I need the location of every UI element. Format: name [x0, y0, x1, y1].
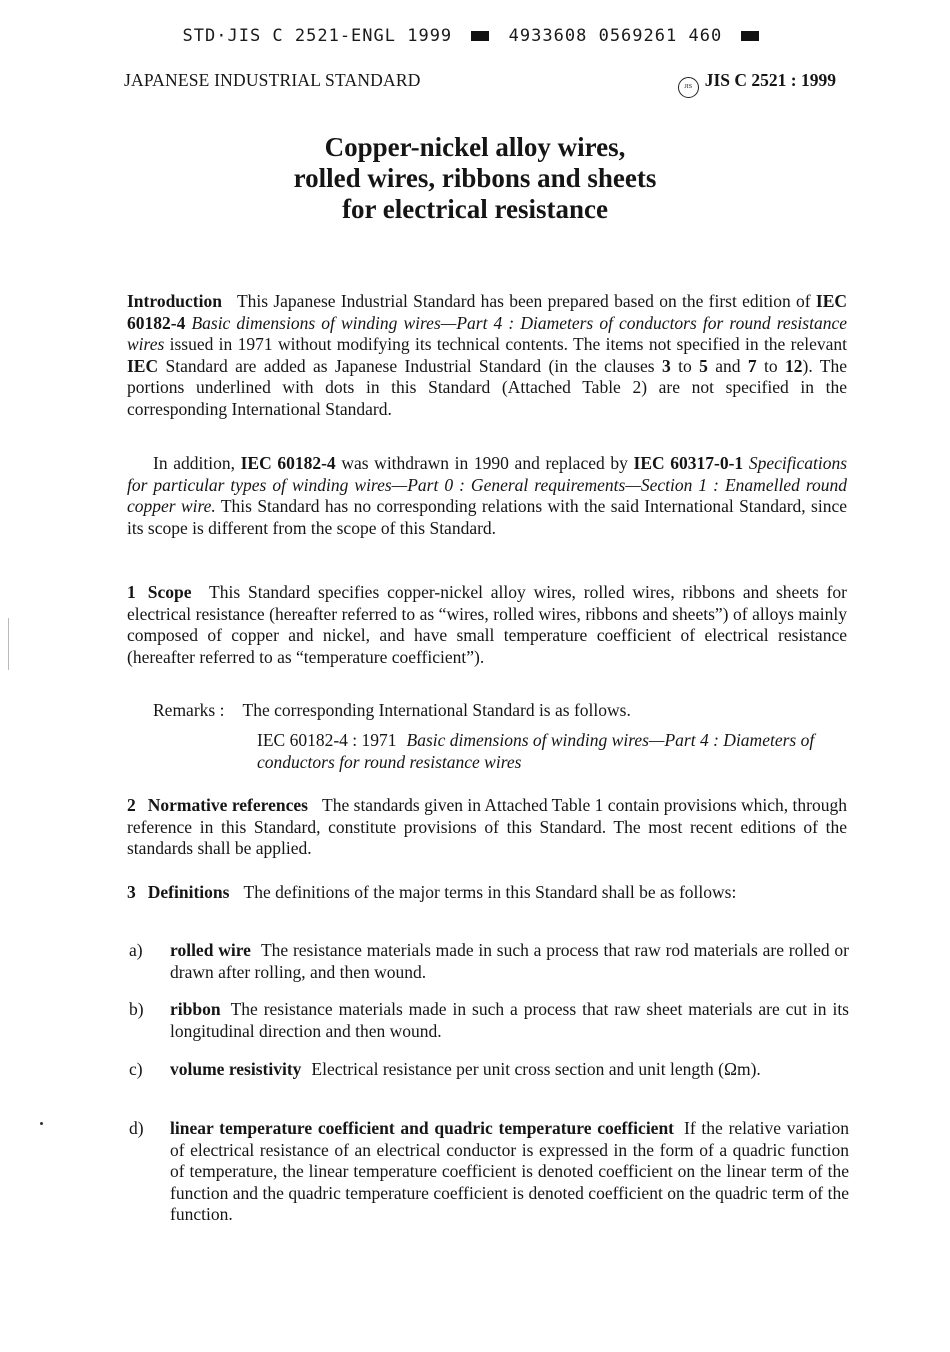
international-standard-ref — [257, 730, 847, 773]
remarks-line — [153, 700, 631, 721]
title-line-3: for electrical resistance — [342, 194, 608, 224]
stamp-code-3: 460 — [688, 26, 723, 46]
definition-text: The resistance materials made in such a process that raw sheet materials are cut in its longitudinal direction and then wound. — [170, 999, 849, 1041]
scan-speck — [40, 1122, 43, 1125]
intro-text: and — [715, 355, 741, 376]
section-heading: Scope — [147, 582, 192, 602]
standard-type: JAPANESE INDUSTRIAL STANDARD — [124, 70, 421, 90]
clause-number: 5 — [699, 355, 708, 376]
definition-label: b) — [129, 999, 144, 1019]
intro-text: This Standard has no corresponding relations with the said International Standard, since its scope is different from the scope of this Standard. — [127, 496, 847, 538]
clause-number: 12 — [785, 355, 803, 376]
ref-title: Basic dimensions of winding wires—Part 4 : Diameters of conductors for round resistance wires — [257, 730, 815, 772]
definition-item — [129, 1118, 849, 1226]
definition-item — [129, 999, 849, 1042]
definition-term: linear temperature coefficient and quadric temperature coefficient — [170, 1118, 675, 1138]
definition-term: volume resistivity — [170, 1059, 302, 1079]
section-number: 1 — [127, 582, 136, 602]
ref-code: IEC 60182-4 : 1971 — [257, 730, 397, 750]
remarks-label: Remarks : — [153, 700, 225, 720]
introduction-heading: Introduction — [127, 291, 222, 311]
section-text: The standards given in Attached Table 1 contain provisions which, through reference in this Standard, constitute provisions of this Standard. The most recent editions of the standards shall be applied. — [127, 795, 847, 859]
intro-text: Standard are added as Japanese Industrial Standard (in the clauses — [165, 355, 655, 376]
stamp-code-2: 0569261 — [598, 26, 678, 46]
intro-text: ). The portions underlined with dots in this Standard (Attached Table 2) are not specified in the corresponding International Standard. — [127, 355, 847, 419]
remarks-text: The corresponding International Standard is as follows. — [242, 700, 631, 720]
section-heading: Normative references — [147, 795, 308, 815]
title-line-1: Copper-nickel alloy wires, — [324, 132, 626, 162]
jis-mark-icon: JIS — [678, 77, 699, 98]
intro-text: issued in 1971 without modifying its technical contents. The items not specified in the relevant — [169, 334, 847, 355]
clause-number: 7 — [747, 355, 757, 376]
intro-text: to — [678, 355, 692, 376]
intro-text: This Japanese Industrial Standard has been prepared based on the first edition of — [236, 291, 811, 311]
section-number: 2 — [127, 795, 136, 815]
introduction-paragraph-2 — [127, 453, 847, 539]
redaction-block — [741, 31, 759, 41]
definition-text: The resistance materials made in such a process that raw rod materials are rolled or drawn after rolling, and then wound. — [170, 940, 849, 982]
section-heading: Definitions — [147, 882, 230, 902]
stamp-text: STD·JIS C 2521-ENGL 1999 — [182, 26, 453, 46]
section-normative-references — [127, 795, 847, 860]
document-stamp — [0, 26, 950, 46]
definition-term: rolled wire — [170, 940, 251, 960]
intro-text: to — [764, 355, 778, 376]
intro-ref: IEC 60182-4 — [240, 453, 336, 473]
introduction-paragraph-1 — [127, 291, 847, 421]
intro-ref: IEC 60317-0-1 — [633, 453, 744, 473]
definition-item — [129, 940, 849, 983]
clause-number: 3 — [662, 355, 671, 376]
intro-ref-title: Specifications for particular types of winding wires—Part 0 : General requirements—Section 1 : Enamelled round copper wire. — [127, 453, 848, 517]
intro-ref: IEC — [127, 355, 159, 376]
intro-text: was withdrawn in 1990 and replaced by — [341, 453, 628, 473]
section-text: The definitions of the major terms in this Standard shall be as follows: — [243, 882, 737, 902]
intro-text: In addition, — [153, 453, 235, 473]
intro-ref-title: Basic dimensions of winding wires—Part 4 : Diameters of conductors for round resistance wires — [127, 312, 847, 355]
standard-number: JIS C 2521 : 1999 — [704, 70, 836, 90]
redaction-block — [471, 31, 489, 41]
definition-text: Electrical resistance per unit cross section and unit length (Ωm). — [311, 1059, 761, 1079]
document-title — [0, 132, 950, 225]
definition-label: a) — [129, 940, 143, 960]
section-number: 3 — [127, 882, 136, 902]
definition-text: If the relative variation of electrical resistance of an electrical conductor is expressed in the form of a quadric function of temperature, the linear temperature coefficient is denoted coefficient on the linear term of the function and the quadric temperature coefficient is denoted coefficient on the quadric term of the function. — [170, 1118, 849, 1225]
definition-item — [129, 1059, 849, 1081]
section-scope — [127, 582, 847, 668]
section-text: This Standard specifies copper-nickel alloy wires, rolled wires, ribbons and sheets for electrical resistance (hereafter referred to as “wires, rolled wires, ribbons and sheets”) of alloys mainly composed of copper and nickel, and have small temperature coefficient of electrical resistance (hereafter referred to as “temperature coefficient”). — [127, 582, 848, 667]
definition-label: c) — [129, 1059, 143, 1079]
scan-artifact-line — [8, 618, 9, 670]
standard-number-block — [678, 70, 836, 98]
title-line-2: rolled wires, ribbons and sheets — [293, 163, 657, 193]
definition-term: ribbon — [170, 999, 221, 1019]
stamp-code-1: 4933608 — [508, 26, 588, 46]
intro-ref: IEC 60182-4 — [127, 291, 848, 333]
definition-label: d) — [129, 1118, 144, 1138]
section-definitions — [127, 882, 847, 904]
